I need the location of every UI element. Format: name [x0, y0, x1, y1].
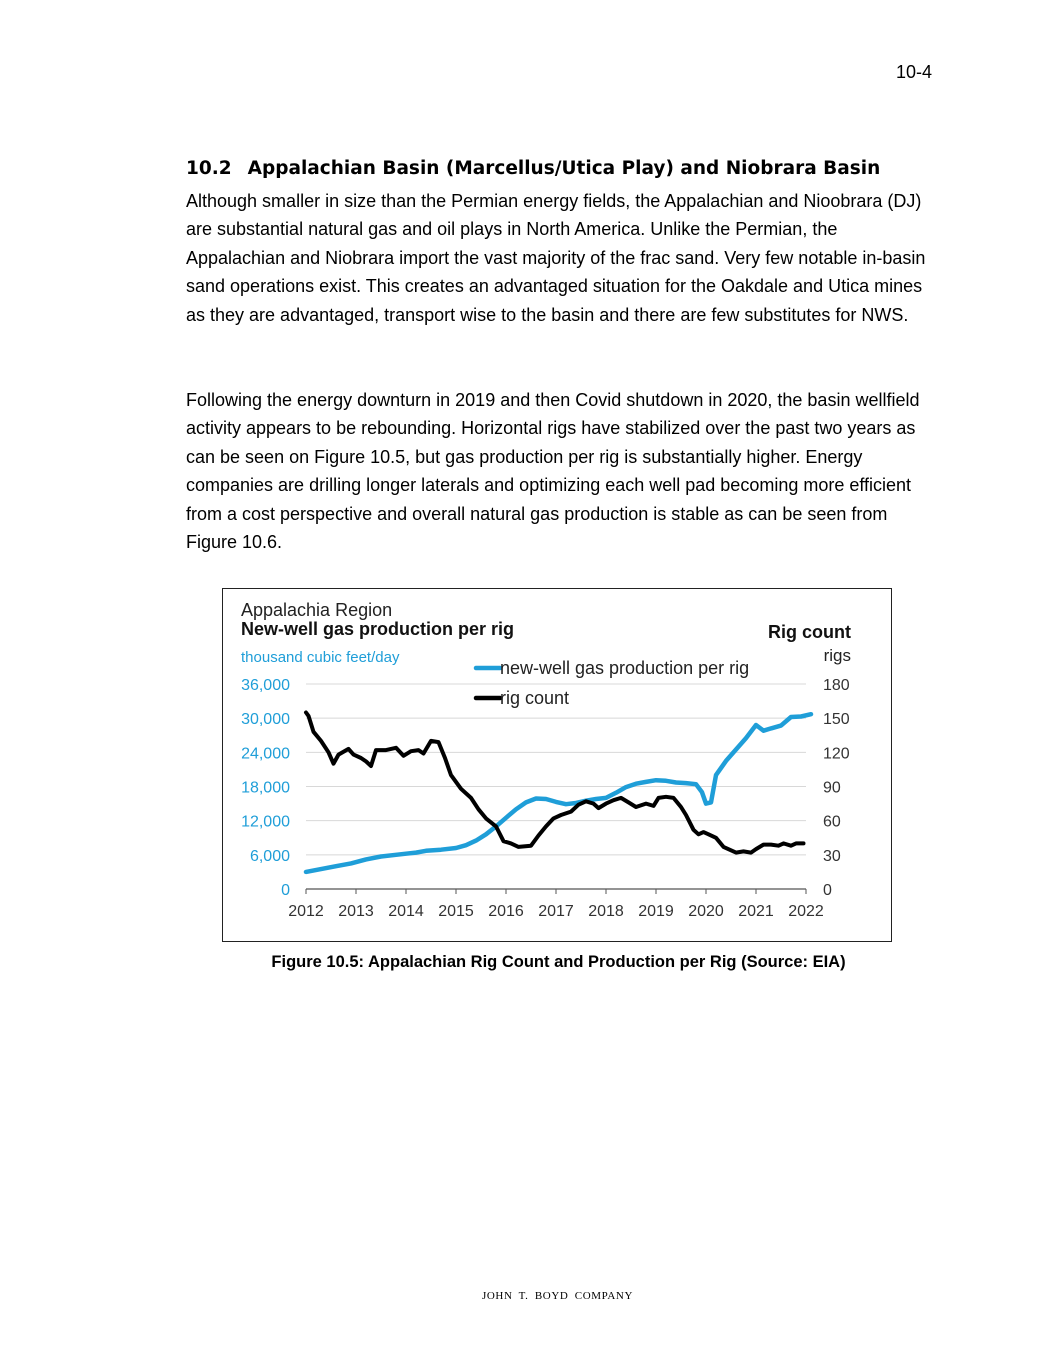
figure-chart-frame	[222, 588, 892, 942]
right-tick-label: 30	[823, 847, 841, 865]
section-heading	[186, 158, 880, 179]
right-axis-title: Rig count	[768, 622, 851, 642]
right-tick-label: 120	[823, 745, 850, 763]
x-tick-label: 2021	[738, 903, 774, 920]
x-tick-label: 2017	[538, 903, 574, 920]
body-paragraph-2: Following the energy downturn in 2019 and then Covid shutdown in 2020, the basin wellfield activity appears to be rebounding. Horizontal rigs have stabilized over the past two years as can be seen on Figure 10.5, but gas production per rig is substantially higher. Energy companies are drilling longer laterals and optimizing each well pad becoming more efficient from a cost perspective and overall natural gas production is stable as can be seen from Figure 10.6.	[186, 390, 920, 553]
left-tick-label: 6,000	[249, 847, 290, 865]
section-number: 10.2	[186, 158, 232, 179]
x-tick-label: 2019	[638, 903, 674, 920]
x-tick-label: 2015	[438, 903, 474, 920]
left-axis-ticks	[241, 677, 290, 899]
right-axis-ticks	[823, 677, 850, 899]
legend-label: new-well gas production per rig	[500, 658, 750, 678]
x-tick-label: 2016	[488, 903, 524, 920]
left-tick-label: 36,000	[241, 677, 290, 694]
x-axis	[288, 889, 824, 920]
page-number: 10-4	[895, 62, 932, 82]
chart-legend	[476, 658, 749, 708]
right-tick-label: 90	[823, 779, 841, 797]
left-axis-unit: thousand cubic feet/day	[241, 649, 400, 666]
right-tick-label: 60	[823, 813, 841, 831]
x-tick-label: 2014	[388, 903, 424, 920]
left-tick-label: 18,000	[241, 779, 290, 797]
page-footer: JOHN T. BOYD COMPANY	[482, 1290, 633, 1302]
figure-caption: Figure 10.5: Appalachian Rig Count and Production per Rig (Source: EIA)	[271, 953, 846, 971]
section-title: Appalachian Basin (Marcellus/Utica Play) and Niobrara Basin	[247, 158, 881, 179]
right-tick-label: 0	[823, 882, 832, 899]
left-tick-label: 24,000	[241, 745, 290, 763]
chart-title: New-well gas production per rig	[241, 619, 515, 639]
left-tick-label: 0	[281, 882, 290, 899]
x-tick-label: 2020	[688, 903, 724, 920]
right-axis-unit: rigs	[823, 646, 851, 665]
right-tick-label: 150	[823, 711, 850, 729]
x-tick-label: 2018	[588, 903, 624, 920]
rig-production-chart	[223, 589, 890, 940]
left-tick-label: 12,000	[241, 813, 290, 831]
body-paragraph-1: Although smaller in size than the Permian energy fields, the Appalachian and Nioobrara (DJ) are substantial natural gas and oil plays in North America. Unlike the Permian, the Appalachian and Niobrara import the vast majority of the frac sand. Very few notable in-basin sand operations exist. This creates an advantaged situation for the Oakdale and Utica mines as they are advantaged, transport wise to the basin and there are few substitutes for NWS.	[186, 191, 926, 325]
x-tick-label: 2012	[288, 903, 324, 920]
rig-count-line	[306, 713, 804, 853]
chart-series	[306, 713, 811, 872]
legend-label: rig count	[500, 688, 570, 708]
gridlines	[306, 684, 806, 855]
left-tick-label: 30,000	[241, 711, 290, 729]
x-tick-label: 2022	[788, 903, 824, 920]
x-tick-label: 2013	[338, 903, 374, 920]
chart-region-label: Appalachia Region	[241, 600, 393, 620]
right-tick-label: 180	[823, 677, 850, 694]
production-per-rig-line	[306, 714, 811, 872]
